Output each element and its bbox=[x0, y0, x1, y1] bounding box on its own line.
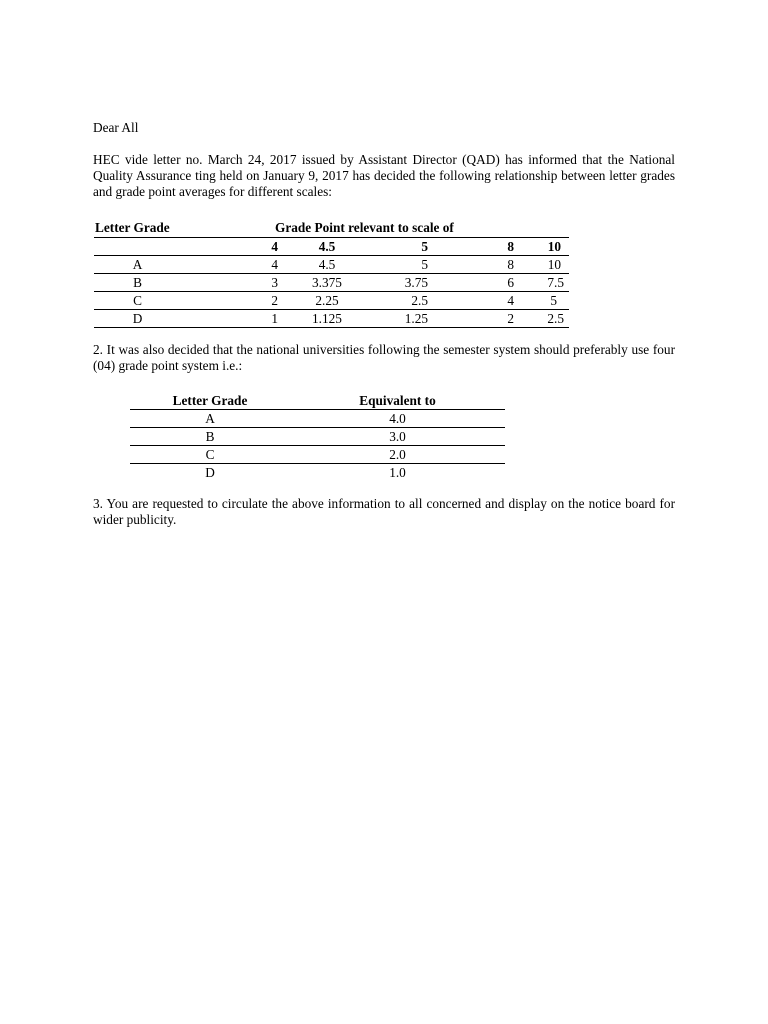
table1-cell: 4 bbox=[507, 293, 514, 308]
table1-cell: 1.125 bbox=[312, 311, 342, 326]
table2-grade: B bbox=[205, 429, 215, 444]
intro-paragraph: HEC vide letter no. March 24, 2017 issued by Assistant Director (QAD) has informed that the National Quality Assurance ting held on January 9, 2017 has decided the following relationship between letter grades and grade point averages for different scales: bbox=[93, 152, 675, 199]
table1-scale-4.5: 4.5 bbox=[318, 239, 336, 254]
table1-scale-4: 4 bbox=[271, 239, 278, 254]
table1-cell: 4 bbox=[271, 257, 278, 272]
table1-header-scale: Grade Point relevant to scale of bbox=[275, 220, 454, 235]
table2-value: 1.0 bbox=[389, 465, 406, 480]
equivalent-table bbox=[130, 392, 505, 481]
table1-grade: A bbox=[132, 257, 143, 272]
table1-cell: 3.375 bbox=[312, 275, 342, 290]
table1-scale-8: 8 bbox=[507, 239, 514, 254]
table1-cell: 2.5 bbox=[411, 293, 428, 308]
table1-empty-cell bbox=[94, 238, 181, 256]
table1-cell: 2.5 bbox=[547, 311, 564, 326]
table1-grade: B bbox=[133, 275, 142, 290]
table1-cell: 3.75 bbox=[404, 275, 428, 290]
table1-scale-row bbox=[94, 238, 569, 256]
table-row bbox=[130, 464, 505, 482]
table1-grade: C bbox=[133, 293, 142, 308]
table-row bbox=[94, 310, 569, 328]
table-row bbox=[130, 446, 505, 464]
table-row bbox=[94, 292, 569, 310]
table1-cell: 1 bbox=[271, 311, 278, 326]
table1-cell: 7.5 bbox=[547, 275, 564, 290]
table1-cell: 3 bbox=[271, 275, 278, 290]
table2-grade: A bbox=[205, 411, 215, 426]
table1-cell: 5 bbox=[421, 257, 428, 272]
table1-scale-10: 10 bbox=[547, 239, 561, 254]
table-row bbox=[94, 256, 569, 274]
table1-header-letter-grade: Letter Grade bbox=[95, 220, 170, 235]
paragraph-2: 2. It was also decided that the national universities following the semester system should preferably use four (04) grade point system i.e.: bbox=[93, 342, 675, 373]
table-row bbox=[94, 274, 569, 292]
table1-cell: 2 bbox=[507, 311, 514, 326]
table1-cell: 2.25 bbox=[315, 293, 339, 308]
table2-header-row bbox=[130, 392, 505, 410]
table1-cell: 4.5 bbox=[318, 257, 336, 272]
table1-body bbox=[94, 237, 569, 328]
table1-cell: 1.25 bbox=[404, 311, 428, 326]
table-row bbox=[130, 410, 505, 428]
table1-scale-5: 5 bbox=[421, 239, 428, 254]
table2-header-equivalent: Equivalent to bbox=[359, 393, 436, 408]
table2-value: 3.0 bbox=[389, 429, 406, 444]
table2-header-letter-grade: Letter Grade bbox=[172, 393, 248, 408]
table2-grade: D bbox=[205, 465, 215, 480]
table2-value: 4.0 bbox=[389, 411, 406, 426]
table1-cell: 5 bbox=[550, 293, 557, 308]
table1-cell: 10 bbox=[547, 257, 561, 272]
table1-cell: 6 bbox=[507, 275, 514, 290]
table1-grade: D bbox=[132, 311, 143, 326]
table1-cell: 2 bbox=[271, 293, 278, 308]
table2-grade: C bbox=[205, 447, 215, 462]
table2-value: 2.0 bbox=[389, 447, 406, 462]
table1-cell: 8 bbox=[507, 257, 514, 272]
greeting: Dear All bbox=[93, 120, 139, 135]
table-row bbox=[130, 428, 505, 446]
paragraph-3: 3. You are requested to circulate the above information to all concerned and display on the notice board for wider publicity. bbox=[93, 496, 675, 527]
